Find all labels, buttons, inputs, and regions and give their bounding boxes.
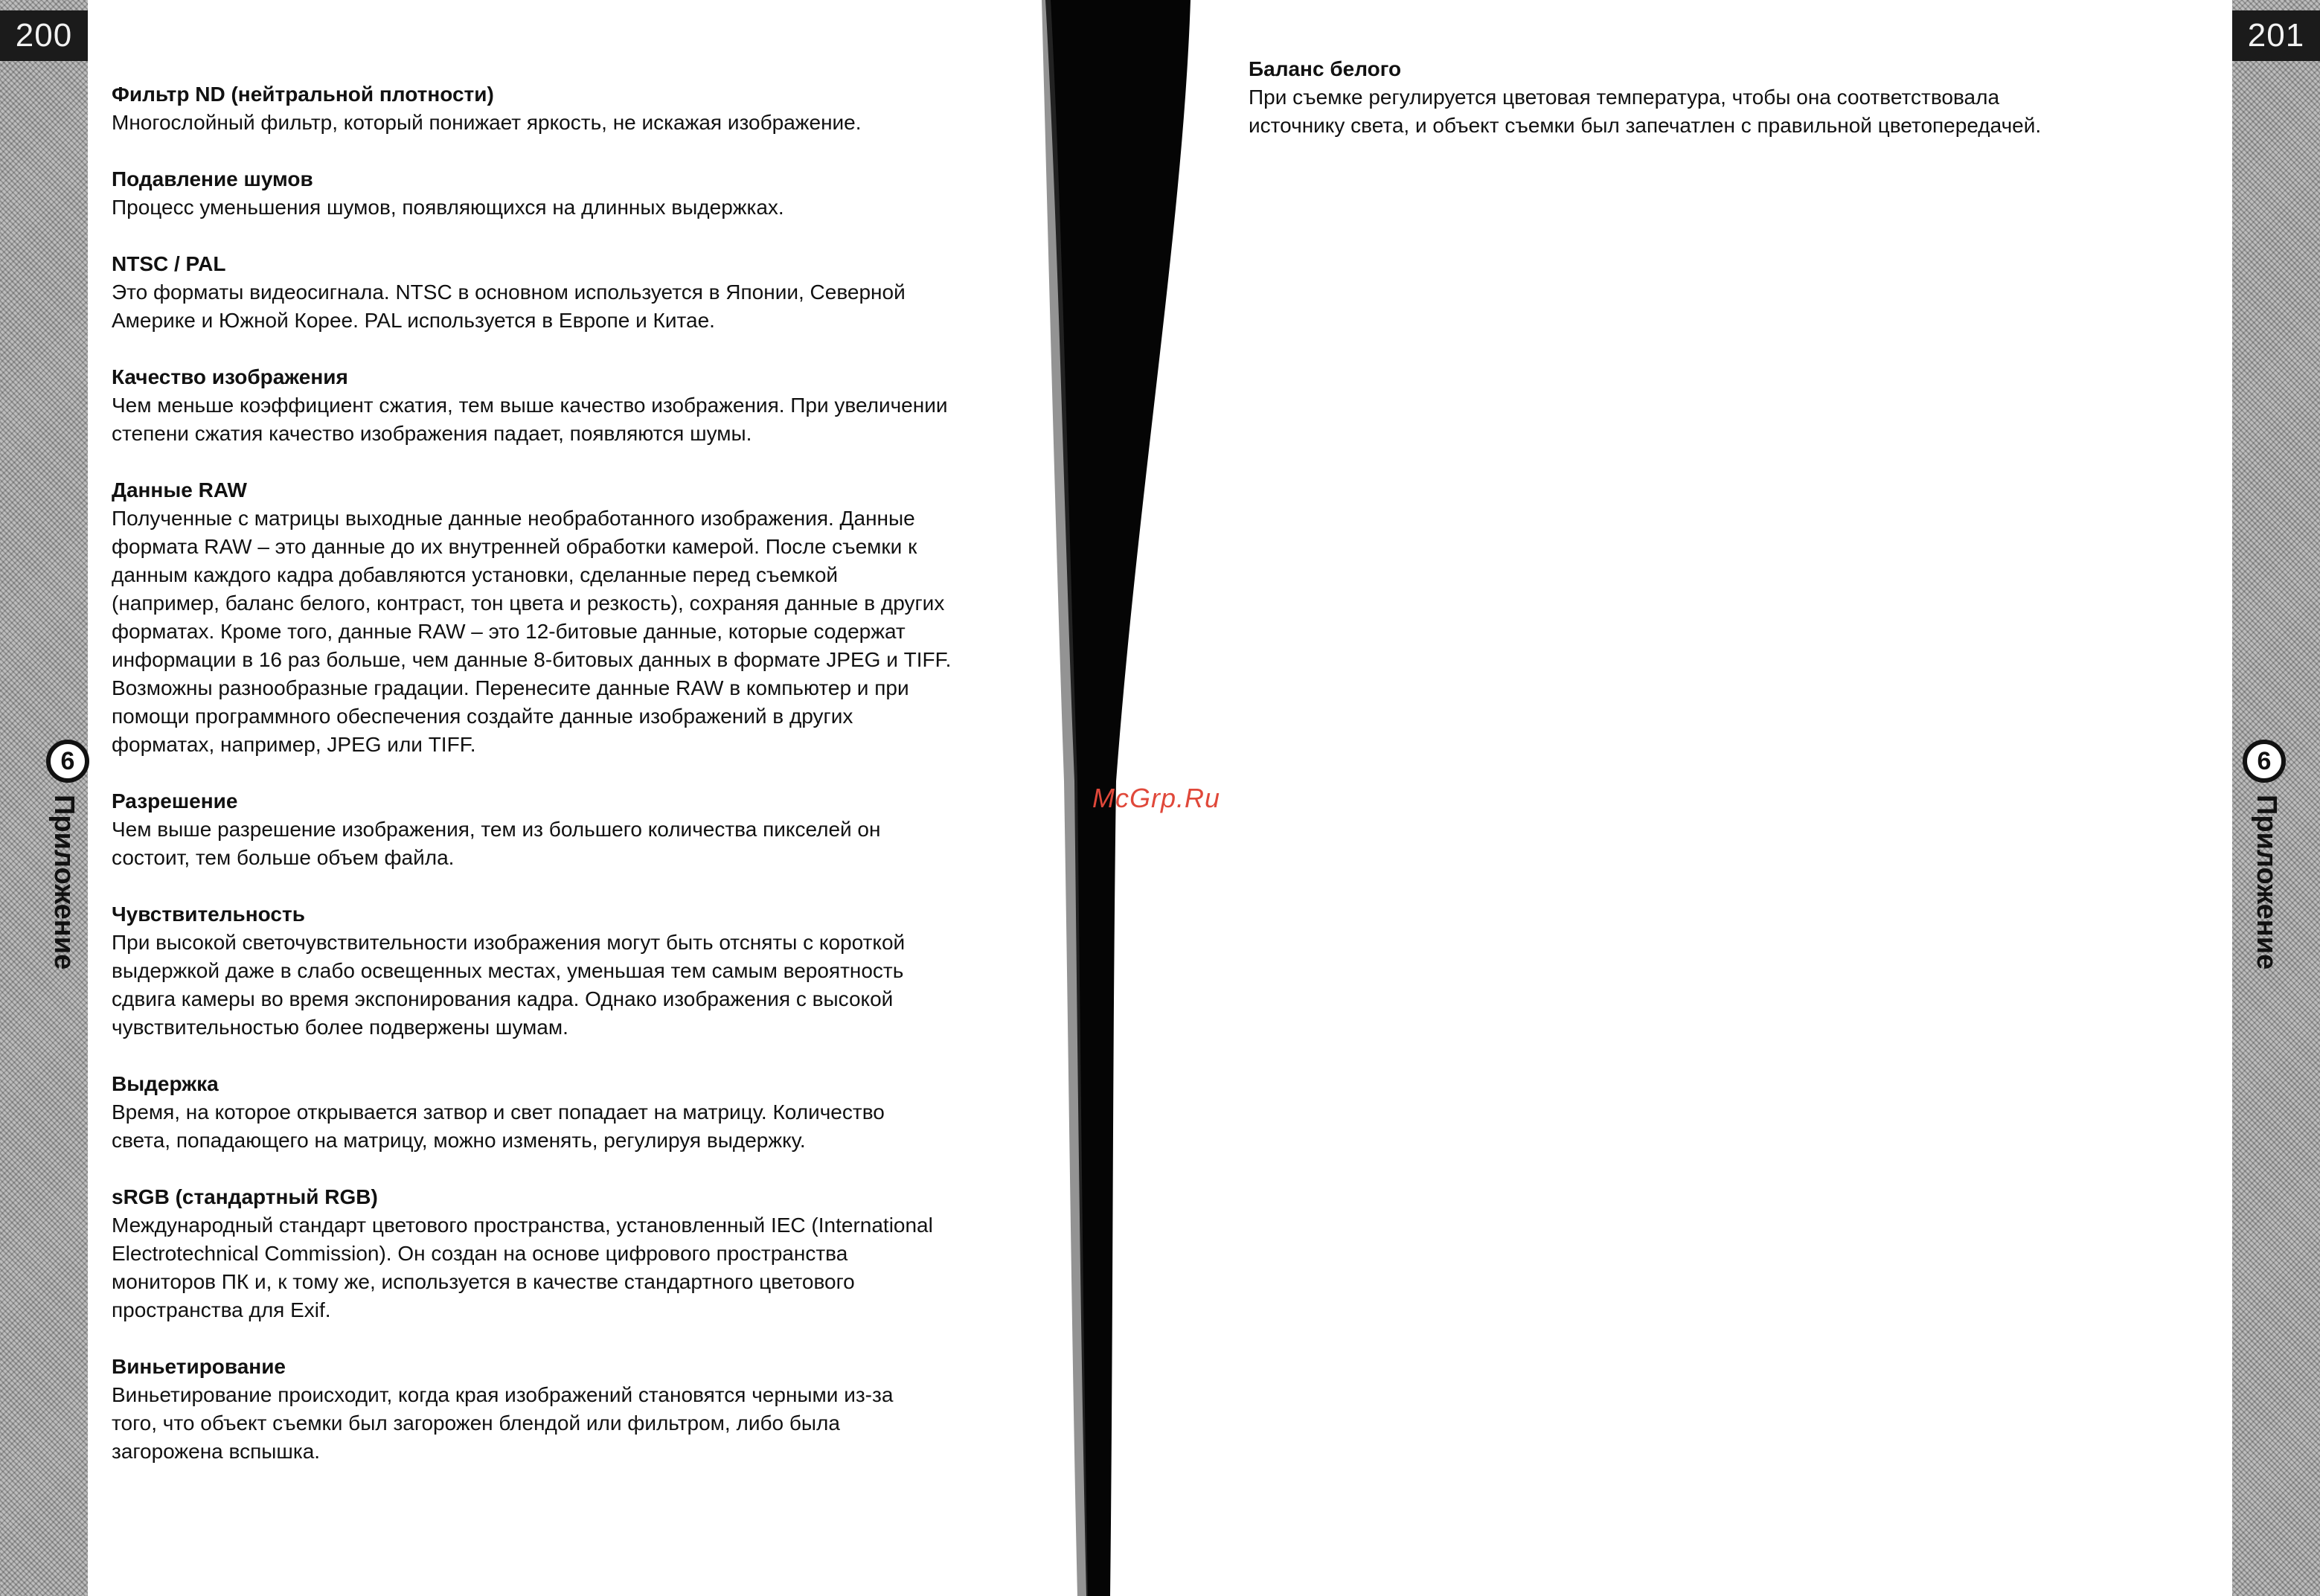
entry-title: Чувствительность [112, 903, 305, 926]
entry-line: загорожена вспышка. [112, 1440, 321, 1463]
entry-title: Качество изображения [112, 365, 348, 388]
entry-title: Виньетирование [112, 1355, 286, 1378]
glossary-entry [112, 900, 1079, 1042]
entry-line: информации в 16 раз больше, чем данные 8-битовых данных в формате JPEG и TIFF. [112, 648, 952, 671]
glossary-entry [112, 80, 1079, 137]
entry-line: Виньетирование происходит, когда края изображений становятся черными из-за [112, 1383, 894, 1406]
entry-title: Выдержка [112, 1072, 219, 1095]
entry-title: Разрешение [112, 789, 238, 813]
glossary-entry [112, 1183, 1079, 1324]
entry-line: Чем выше разрешение изображения, тем из большего количества пикселей он [112, 818, 881, 841]
glossary-entry [1249, 55, 2275, 140]
entry-line: степени сжатия качество изображения падает, появляются шумы. [112, 422, 752, 445]
entry-line: Возможны разнообразные градации. Перенесите данные RAW в компьютер и при [112, 676, 909, 699]
entry-line: Многослойный фильтр, который понижает яркость, не искажая изображение. [112, 111, 862, 134]
entry-title: sRGB (стандартный RGB) [112, 1185, 378, 1208]
glossary-entry [112, 165, 1079, 222]
chapter-label: Приложение [2251, 795, 2282, 970]
chapter-number-badge: 6 [2243, 740, 2286, 783]
entry-line: того, что объект съемки был загорожен блендой или фильтром, либо была [112, 1411, 840, 1435]
glossary-entry [112, 787, 1079, 872]
entry-line: пространства для Exif. [112, 1298, 331, 1321]
page-number: 200 [0, 10, 88, 61]
glossary-list [1249, 55, 2275, 168]
glossary-entry [112, 250, 1079, 335]
entry-line: При съемке регулируется цветовая температура, чтобы она соответствовала [1249, 86, 2000, 109]
entry-title: Данные RAW [112, 478, 247, 501]
entry-line: Процесс уменьшения шумов, появляющихся на длинных выдержках. [112, 196, 784, 219]
glossary-entry [112, 1070, 1079, 1155]
chapter-number-badge: 6 [46, 740, 89, 783]
entry-line: помощи программного обеспечения создайте данные изображений в других [112, 705, 853, 728]
page-number: 201 [2232, 10, 2320, 61]
glossary-entry [112, 363, 1079, 448]
entry-line: Чем меньше коэффициент сжатия, тем выше качество изображения. При увеличении [112, 394, 948, 417]
entry-line: Полученные с матрицы выходные данные необработанного изображения. Данные [112, 507, 915, 530]
entry-line: При высокой светочувствительности изображения могут быть отсняты с короткой [112, 931, 906, 954]
entry-line: чувствительностью более подвержены шумам. [112, 1016, 568, 1039]
watermark: McGrp.Ru [1092, 783, 1221, 813]
entry-line: источнику света, и объект съемки был запечатлен с правильной цветопередачей. [1249, 114, 2042, 137]
entry-line: света, попадающего на матрицу, можно изменять, регулируя выдержку. [112, 1129, 806, 1152]
entry-line: (например, баланс белого, контраст, тон цвета и резкость), сохраняя данные в других [112, 592, 945, 615]
entry-title: Баланс белого [1249, 57, 1402, 80]
right-page [1161, 0, 2320, 1596]
entry-line: сдвига камеры во время экспонирования кадра. Однако изображения с высокой [112, 987, 894, 1010]
entry-title: Подавление шумов [112, 167, 313, 190]
entry-line: Это форматы видеосигнала. NTSC в основном используется в Японии, Северной [112, 281, 906, 304]
entry-line: Время, на которое открывается затвор и свет попадает на матрицу. Количество [112, 1100, 885, 1124]
glossary-entry [112, 476, 1079, 759]
entry-line: форматах, например, JPEG или TIFF. [112, 733, 476, 756]
left-page [0, 0, 1094, 1596]
entry-line: мониторов ПК и, к тому же, используется в качестве стандартного цветового [112, 1270, 855, 1293]
entry-line: данным каждого кадра добавляются установки, сделанные перед съемкой [112, 563, 839, 586]
entry-line: формата RAW – это данные до их внутренней обработки камерой. После съемки к [112, 535, 917, 558]
entry-line: Международный стандарт цветового пространства, установленный IEC (International [112, 1214, 933, 1237]
entry-title: Фильтр ND (нейтральной плотности) [112, 83, 494, 106]
entry-line: состоит, тем больше объем файла. [112, 846, 455, 869]
entry-line: форматах. Кроме того, данные RAW – это 12-битовые данные, которые содержат [112, 620, 906, 643]
entry-title: NTSC / PAL [112, 252, 226, 275]
chapter-label: Приложение [48, 795, 80, 970]
entry-line: Америке и Южной Корее. PAL используется в Европе и Китае. [112, 309, 715, 332]
glossary-entry [112, 1353, 1079, 1466]
glossary-list [112, 80, 1079, 1494]
entry-line: выдержкой даже в слабо освещенных местах, уменьшая тем самым вероятность [112, 959, 904, 982]
entry-line: Electrotechnical Commission). Он создан на основе цифрового пространства [112, 1242, 848, 1265]
